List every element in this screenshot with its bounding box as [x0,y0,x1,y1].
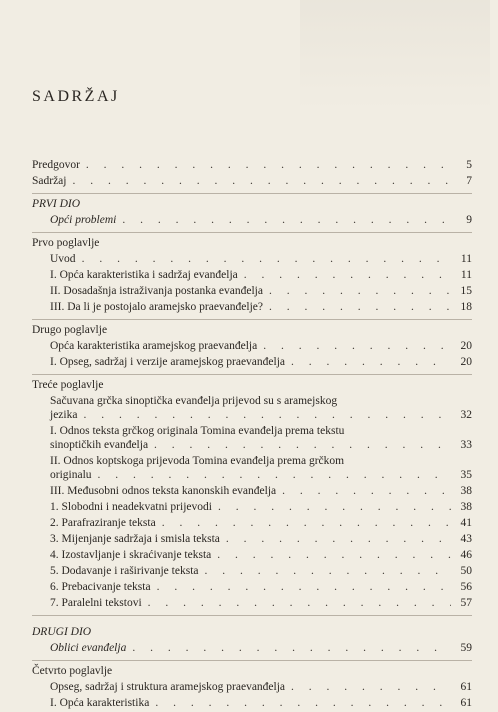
toc-entry: Opći problemi . . . 9 [32,213,472,229]
chapter-heading: Treće poglavlje [32,379,104,391]
divider [32,193,472,194]
toc-entry: III. Da li je postojalo aramejsko praevanđelje? . . . 18 [32,300,472,316]
toc-entry: 6. Prebacivanje teksta . . . 56 [32,580,472,596]
page-heading: SADRŽAJ [32,88,120,105]
toc-entry: II. Dosadašnja istraživanja postanka evanđelja . . . 15 [32,284,472,300]
divider [32,374,472,375]
toc-entry-multiline: I. Odnos teksta grčkog originala Tomina evanđelja prema tekstu sinoptičkih evanđelja . . . 33 [32,424,472,454]
toc-entry: Uvod . . . 11 [32,252,472,268]
toc-entry: Oblici evanđelja . . . 59 [32,641,472,657]
toc-entry: Opseg, sadržaj i struktura aramejskog praevanđelja . . . 61 [32,680,472,696]
toc-entry: I. Opća karakteristika i sadržaj evanđelja . . . 11 [32,268,472,284]
show-through-text [300,0,490,110]
part-heading: PRVI DIO [32,198,81,210]
divider [32,232,472,233]
toc-entry: Sadržaj . . . 7 [32,174,472,190]
toc-entry: 3. Mijenjanje sadržaja i smisla teksta . . . 43 [32,532,472,548]
toc-entry: I. Opseg, sadržaj i verzije aramejskog praevanđelja . . . 20 [32,355,472,371]
toc-entry: 5. Dodavanje i raširivanje teksta . . . 50 [32,564,472,580]
toc-entry: 4. Izostavljanje i skraćivanje teksta . . . 46 [32,548,472,564]
divider [32,615,472,616]
toc-entry: I. Opća karakteristika . . . 61 [32,696,472,712]
divider [32,660,472,661]
chapter-heading: Drugo poglavlje [32,324,108,336]
toc-entry: 1. Slobodni i neadekvatni prijevodi . . . 38 [32,500,472,516]
divider [32,319,472,320]
toc-entry: 7. Paralelni tekstovi . . . 57 [32,596,472,612]
table-of-contents [32,158,472,712]
toc-entry: Opća karakteristika aramejskog praevanđelja . . . 20 [32,339,472,355]
toc-entry: 2. Parafraziranje teksta . . . 41 [32,516,472,532]
chapter-heading: Četvrto poglavlje [32,665,113,677]
toc-entry: Predgovor . . . 5 [32,158,472,174]
toc-entry: III. Međusobni odnos teksta kanonskih evanđelja . . . 38 [32,484,472,500]
toc-entry-multiline: II. Odnos koptskoga prijevoda Tomina evanđelja prema grčkom originalu . . . 35 [32,454,472,484]
chapter-heading: Prvo poglavlje [32,237,100,249]
toc-entry-multiline: Sačuvana grčka sinoptička evanđelja prijevod su s aramejskog jezika . . . 32 [32,394,472,424]
part-heading: DRUGI DIO [32,626,92,638]
